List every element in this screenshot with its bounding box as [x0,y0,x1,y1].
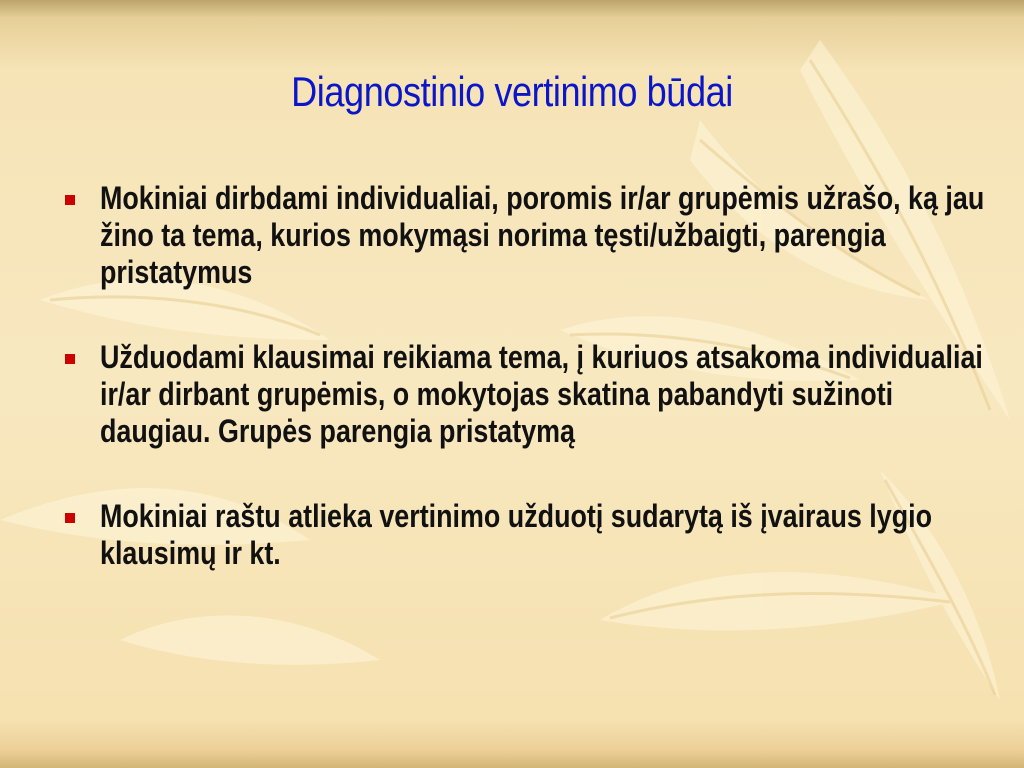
bullet-list [60,180,985,620]
bullet-text: Mokiniai dirbdami individualiai, poromis ir/ar grupėmis užrašo, ką jau žino ta tema, kurios mokymąsi norima tęsti/užbaigti, parengia pristatymus [100,180,985,290]
square-bullet-icon [65,354,75,364]
bullet-item [60,498,970,572]
slide-title: Diagnostinio vertinimo būdai [291,68,733,115]
square-bullet-icon [65,513,75,523]
square-bullet-icon [65,195,75,205]
bullet-item [60,339,983,450]
bullet-text: Mokiniai raštu atlieka vertinimo užduotį sudarytą iš įvairaus lygio klausimų ir kt. [100,498,933,571]
bullet-text: Užduodami klausimai reikiama tema, į kuriuos atsakoma individualiai ir/ar dirbant grupėmis, o mokytojas skatina pabandyti sužinoti daugiau. Grupės parengia pristatymą [100,339,983,449]
bullet-item [60,180,985,291]
